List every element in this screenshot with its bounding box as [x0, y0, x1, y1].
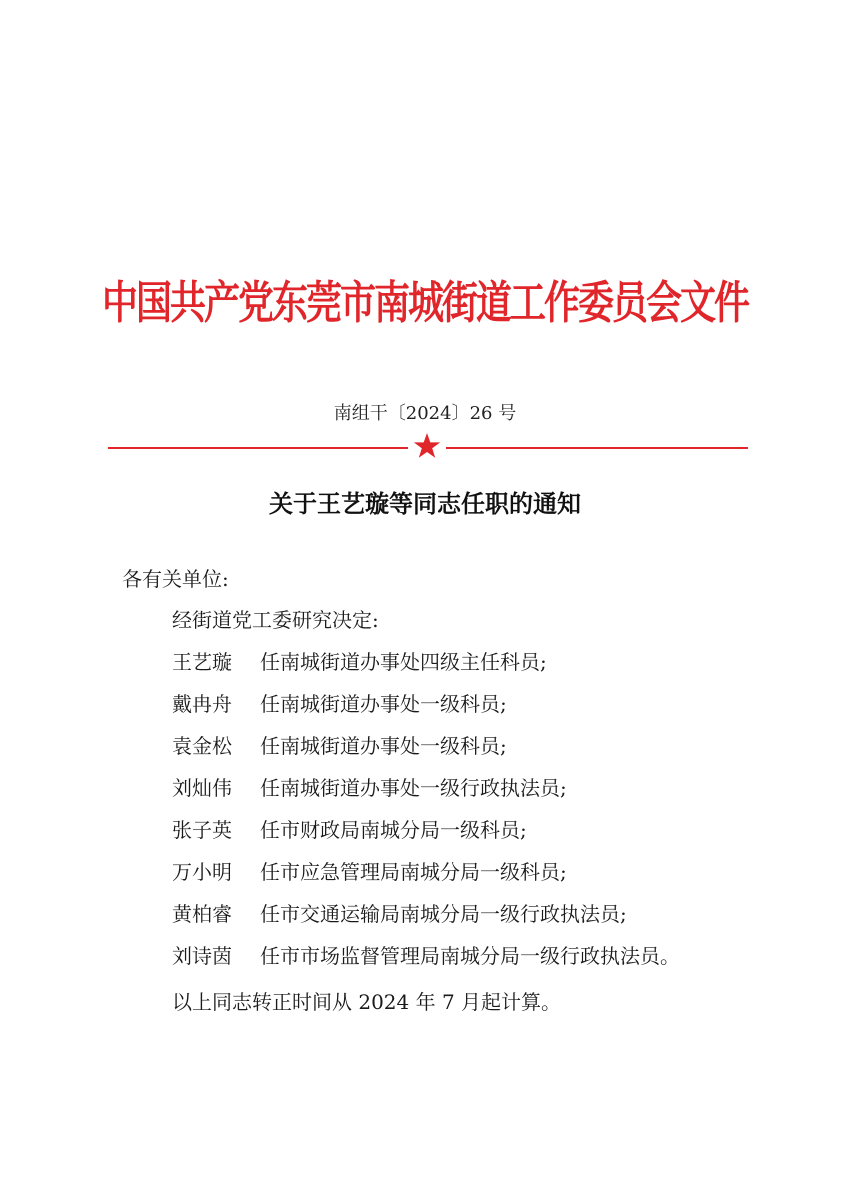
- appointment-item: [172, 858, 680, 900]
- star-icon: [413, 432, 441, 460]
- appointee-name: 王艺璇: [172, 650, 232, 674]
- document-number: 南组干〔2024〕26 号: [333, 403, 517, 424]
- appointment-item: [172, 942, 680, 984]
- appointed-position: 任南城街道办事处四级主任科员;: [260, 650, 547, 674]
- appointee-name: 张子英: [172, 818, 232, 842]
- appointment-item: [172, 816, 680, 858]
- closing-paragraph: 以上同志转正时间从 2024 年 7 月起计算。: [172, 990, 562, 1014]
- appointment-item: [172, 690, 680, 732]
- appointee-name: 黄柏睿: [172, 902, 232, 926]
- appointed-position: 任市应急管理局南城分局一级科员;: [260, 860, 567, 884]
- appointment-list: [172, 648, 680, 984]
- appointed-position: 任市交通运输局南城分局一级行政执法员;: [260, 902, 627, 926]
- appointee-name: 袁金松: [172, 734, 232, 758]
- appointee-name: 刘诗茵: [172, 944, 232, 968]
- appointed-position: 任南城街道办事处一级科员;: [260, 692, 507, 716]
- appointee-name: 戴冉舟: [172, 692, 232, 716]
- appointee-name: 万小明: [172, 860, 232, 884]
- appointee-name: 刘灿伟: [172, 776, 232, 800]
- appointment-item: [172, 900, 680, 942]
- red-divider-left: [108, 447, 408, 449]
- appointment-item: [172, 732, 680, 774]
- salutation: 各有关单位:: [122, 567, 229, 591]
- appointed-position: 任市财政局南城分局一级科员;: [260, 818, 527, 842]
- notice-title: 关于王艺璇等同志任职的通知: [269, 489, 581, 518]
- appointment-item: [172, 648, 680, 690]
- intro-paragraph: 经街道党工委研究决定:: [172, 608, 379, 632]
- masthead-title: 中国共产党东莞市南城街道工作委员会文件: [101, 277, 748, 329]
- appointed-position: 任南城街道办事处一级科员;: [260, 734, 507, 758]
- red-divider-right: [446, 447, 748, 449]
- appointment-item: [172, 774, 680, 816]
- appointed-position: 任市市场监督管理局南城分局一级行政执法员。: [260, 944, 680, 968]
- appointed-position: 任南城街道办事处一级行政执法员;: [260, 776, 567, 800]
